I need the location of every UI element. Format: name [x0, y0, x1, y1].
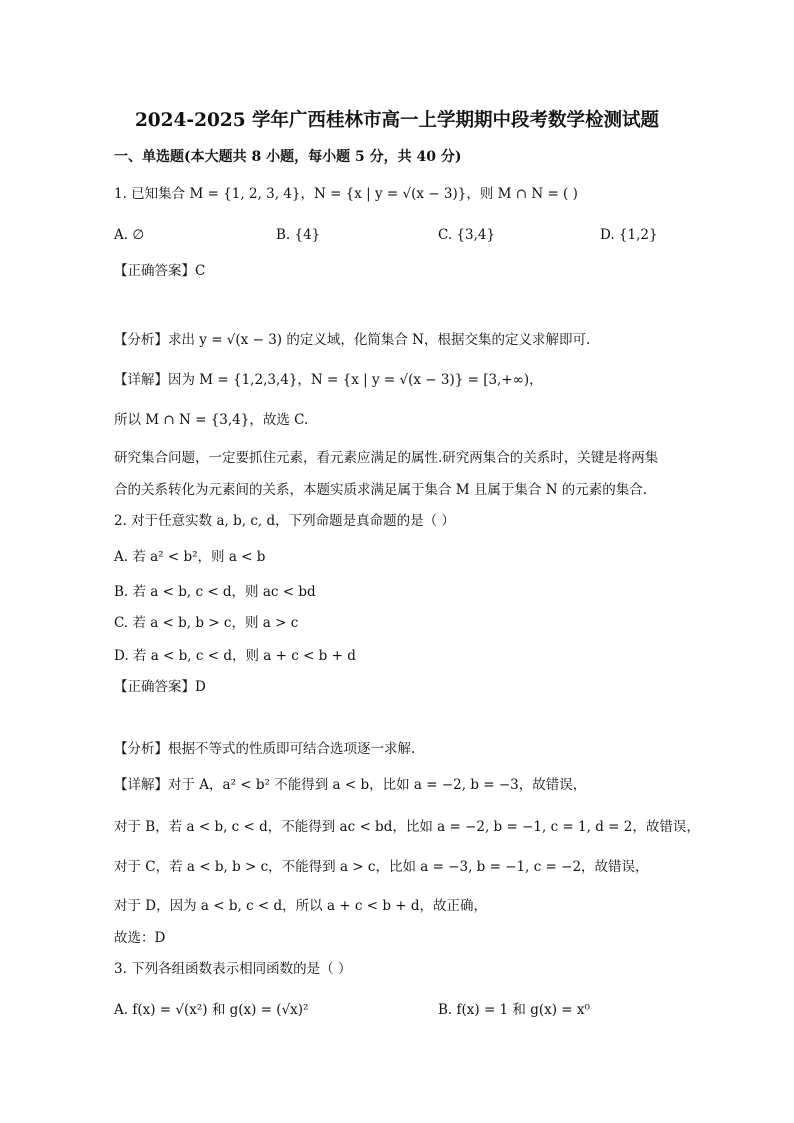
q2-option-a: A. 若 a² < b²，则 a < b — [114, 549, 266, 565]
question-2-stem: 2. 对于任意实数 a, b, c, d，下列命题是真命题的是（ ） — [114, 513, 455, 529]
q1-option-d: D. {1,2} — [600, 227, 658, 243]
q1-detail-2: 所以 M ∩ N = {3,4}，故选 C. — [114, 412, 309, 428]
q1-option-c: C. {3,4} — [438, 227, 496, 243]
q2-conclusion: 故选：D — [114, 930, 166, 946]
q3-option-b: B. f(x) = 1 和 g(x) = x⁰ — [438, 1002, 590, 1018]
q3-option-a: A. f(x) = √(x²) 和 g(x) = (√x)² — [114, 1002, 309, 1018]
q2-detail-1: 【详解】对于 A，a² < b² 不能得到 a < b，比如 a = −2, b = −3，故错误， — [114, 777, 587, 793]
q1-note-2: 合的关系转化为元素间的关系，本题实质求满足属于集合 M 且属于集合 N 的元素的集合. — [114, 482, 648, 498]
q1-analysis: 【分析】求出 y = √(x − 3) 的定义域，化简集合 N，根据交集的定义求解即可. — [114, 332, 591, 348]
q2-detail-2: 对于 B，若 a < b, c < d，不能得到 ac < bd，比如 a = −2, b = −1, c = 1, d = 2，故错误， — [114, 819, 700, 835]
q1-note-1: 研究集合问题，一定要抓住元素，看元素应满足的属性.研究两集合的关系时，关键是将两集 — [114, 450, 659, 466]
question-3-stem: 3. 下列各组函数表示相同函数的是（ ） — [114, 961, 352, 977]
q2-detail-4: 对于 D，因为 a < b, c < d，所以 a + c < b + d，故正确， — [114, 898, 488, 914]
question-1-stem: 1. 已知集合 M = {1, 2, 3, 4}，N = {x | y = √(x − 3)}，则 M ∩ N = ( ) — [114, 186, 578, 202]
q2-option-b: B. 若 a < b, c < d，则 ac < bd — [114, 584, 316, 600]
q1-answer: 【正确答案】C — [114, 263, 206, 279]
q1-option-b: B. {4} — [276, 227, 321, 243]
q2-detail-3: 对于 C，若 a < b, b > c，不能得到 a > c，比如 a = −3, b = −1, c = −2，故错误， — [114, 859, 649, 875]
section-heading: 一、单选题(本大题共 8 小题，每小题 5 分，共 40 分) — [114, 149, 462, 165]
q2-option-c: C. 若 a < b, b > c，则 a > c — [114, 615, 299, 631]
q2-option-d: D. 若 a < b, c < d，则 a + c < b + d — [114, 648, 356, 664]
q2-answer: 【正确答案】D — [114, 679, 206, 695]
page-title: 2024-2025 学年广西桂林市高一上学期期中段考数学检测试题 — [134, 110, 660, 131]
q1-detail-1: 【详解】因为 M = {1,2,3,4}，N = {x | y = √(x − 3)} = [3,+∞)， — [114, 372, 543, 388]
q1-option-a: A. ∅ — [114, 227, 145, 243]
q2-analysis: 【分析】根据不等式的性质即可结合选项逐一求解. — [114, 741, 416, 757]
